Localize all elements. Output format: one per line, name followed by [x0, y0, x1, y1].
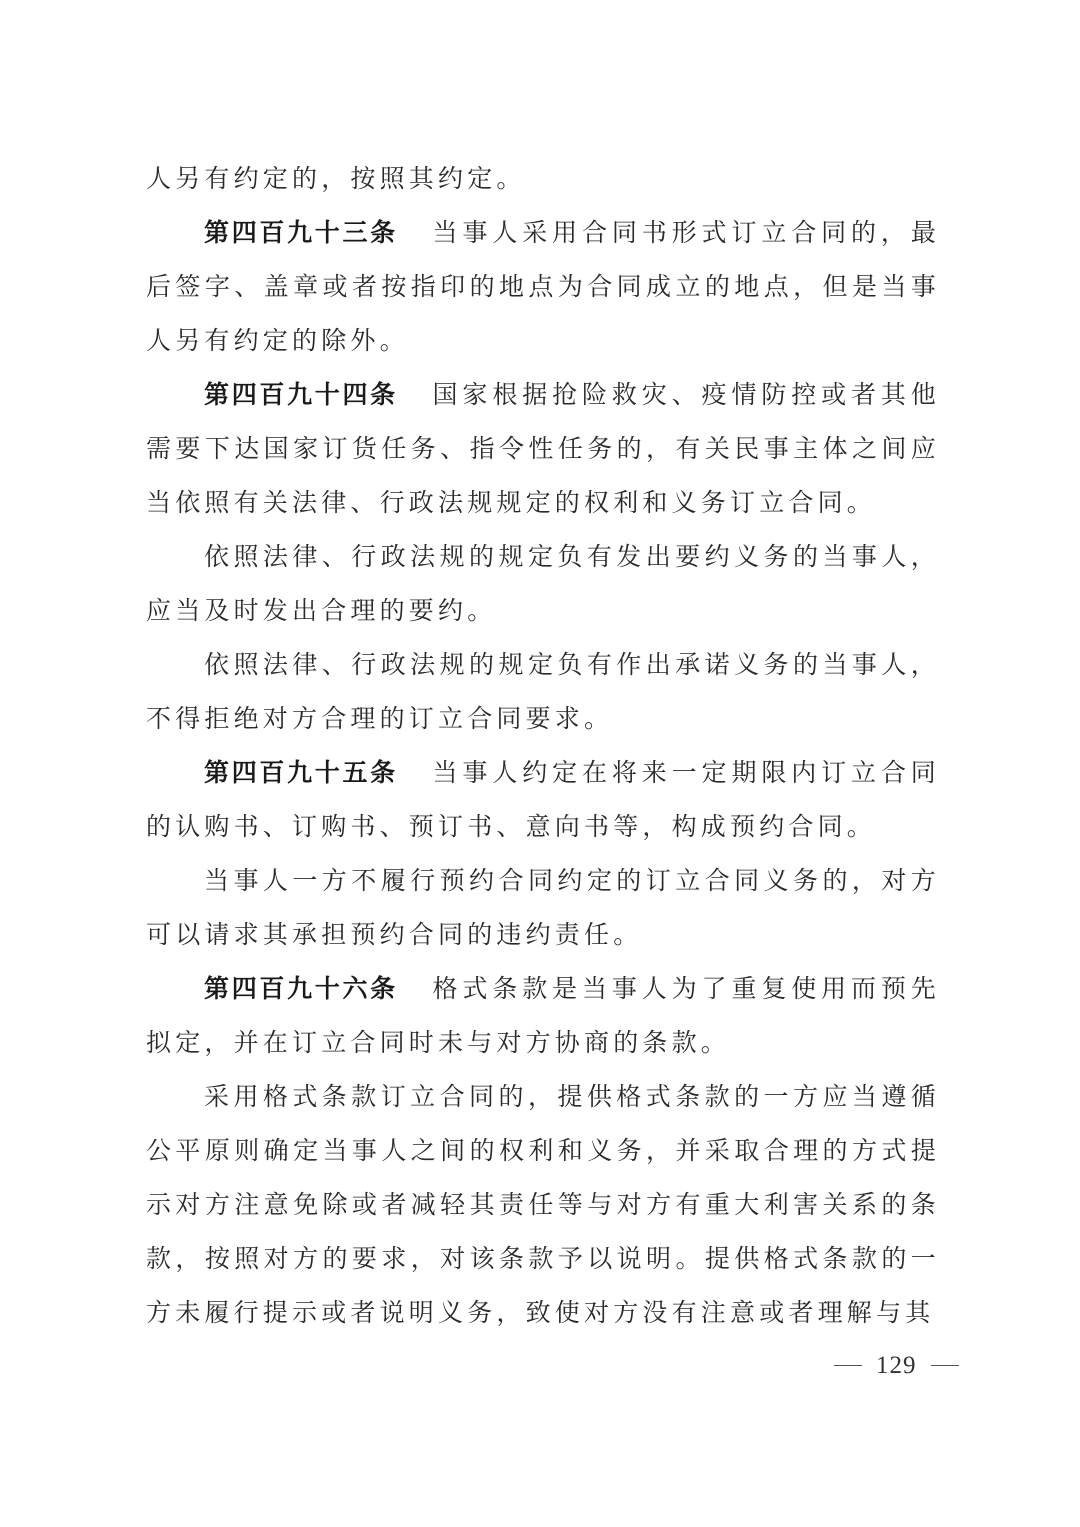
paragraph-text: 当事人一方不履行预约合同约定的订立合同义务的，对方可以请求其承担预约合同的违约责任。 — [146, 866, 940, 949]
paragraph-continuation — [146, 152, 940, 206]
article-number: 第四百九十六条 — [204, 974, 398, 1003]
paragraph-text: 国家根据抢险救灾、疫情防控或者其他需要下达国家订货任务、指令性任务的，有关民事主体之间应当依照有关法律、行政法规规定的权利和义务订立合同。 — [146, 380, 940, 517]
paragraph-text: 格式条款是当事人为了重复使用而预先拟定，并在订立合同时未与对方协商的条款。 — [146, 974, 940, 1057]
paragraph-article-495-clause-2 — [146, 854, 940, 962]
page-footer — [820, 1352, 980, 1380]
page-number: 129 — [876, 1352, 917, 1379]
paragraph-article-496 — [146, 962, 940, 1070]
document-body — [146, 152, 940, 1340]
paragraph-article-496-clause-2 — [146, 1070, 940, 1340]
article-number: 第四百九十四条 — [204, 380, 398, 409]
article-number: 第四百九十三条 — [204, 218, 398, 247]
paragraph-article-494 — [146, 368, 940, 530]
paragraph-text: 采用格式条款订立合同的，提供格式条款的一方应当遵循公平原则确定当事人之间的权利和义务，并采取合理的方式提示对方注意免除或者减轻其责任等与对方有重大利害关系的条款，按照对方的要求，对该条款予以说明。提供格式条款的一方未履行提示或者说明义务，致使对方没有注意或者理解与其 — [146, 1082, 940, 1327]
footer-dash-left — [834, 1365, 862, 1366]
article-number: 第四百九十五条 — [204, 758, 398, 787]
paragraph-article-494-clause-3 — [146, 638, 940, 746]
paragraph-article-493 — [146, 206, 940, 368]
paragraph-text: 当事人约定在将来一定期限内订立合同的认购书、订购书、预订书、意向书等，构成预约合同。 — [146, 758, 940, 841]
paragraph-article-495 — [146, 746, 940, 854]
paragraph-text: 依照法律、行政法规的规定负有作出承诺义务的当事人，不得拒绝对方合理的订立合同要求。 — [146, 650, 940, 733]
paragraph-article-494-clause-2 — [146, 530, 940, 638]
paragraph-text: 依照法律、行政法规的规定负有发出要约义务的当事人，应当及时发出合理的要约。 — [146, 542, 940, 625]
paragraph-text: 当事人采用合同书形式订立合同的，最后签字、盖章或者按指印的地点为合同成立的地点，但是当事人另有约定的除外。 — [146, 218, 940, 355]
footer-dash-right — [931, 1365, 959, 1366]
paragraph-text: 人另有约定的，按照其约定。 — [146, 164, 526, 193]
